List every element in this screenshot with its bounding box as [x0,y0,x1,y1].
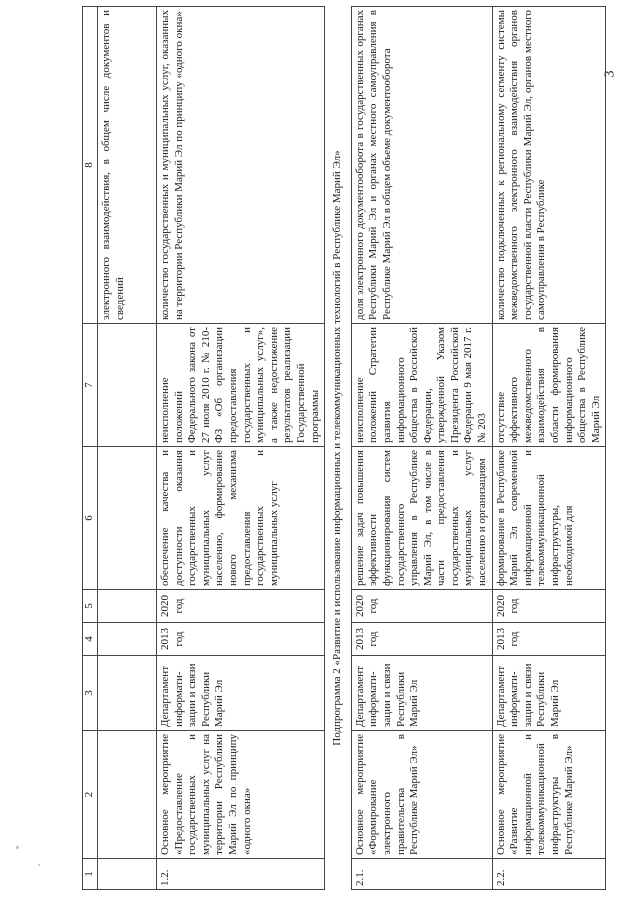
row-number: 1.2. [157,859,325,890]
result-cell: формирование в Республике Марий Эл современной информационной и телекоммуникационной инфраструктуры, необходимой для [492,447,606,590]
result-cell: решение задач повышения эффективности функционирования систем государственного управления в Республике Марий Эл, в том числе в части предоставления государственных и муниципальных услуг населению и организациям [351,447,492,590]
event-cell: Основное мероприятие «Развитие информационной и телекоммуникационной инфраструктуры в Республике Марий Эл» [492,731,606,859]
executor-cell: Департамент информати-зации и связи Республики Марий Эл [351,656,492,731]
start-year-cell: 2013 год [492,623,606,656]
table-row [157,7,325,890]
continuation-row [98,7,157,890]
indicator-cell: количество подключенных к региональному сегменту системы межведомственного электронного взаимодействия органов государственной власти Республики Марий Эл, органов местного самоуправления в Республике [492,7,606,324]
column-number: 8 [83,7,98,324]
scan-speck [16,846,19,849]
subprogram-row [325,7,352,890]
scan-speck [38,864,40,866]
risk-cell: отсутствие эффективного межведомственного взаимодействия в области формирования информационного общества в Республике Марий Эл [492,324,606,447]
end-year-cell: 2020 год [351,590,492,623]
column-number: 6 [83,447,98,590]
subprogram-title: Подпрограмма 2 «Развитие и использование информационных и телекоммуникационных технологий в Республике Марий Эл» [325,7,352,890]
end-year-cell: 2020 год [492,590,606,623]
column-number: 4 [83,623,98,656]
page-number: 3 [602,70,618,78]
continuation-cell: электронного взаимодействия, в общем числе документов и сведений [98,7,157,324]
indicator-cell: количество государственных и муниципальных услуг, оказанных на территории Республики Марий Эл по принципу «одного окна» [157,7,325,324]
start-year-cell: 2013 год [157,623,325,656]
column-number: 1 [83,859,98,890]
result-cell: обеспечение качества и доступности оказания государственных и муниципальных услуг населению, формирование нового механизма предоставления государственных и муниципальных услуг [157,447,325,590]
risk-cell: неисполнение положений Федерального закона от 27 июля 2010 г. № 210-ФЗ «Об организации предоставления государственных и муниципальных услуг», а также недостижение результатов реализации Государственной программы [157,324,325,447]
row-number: 2.1. [351,859,492,890]
executor-cell: Департамент информати-зации и связи Республики Марий Эл [492,656,606,731]
event-cell: Основное мероприятие «Предоставление государственных и муниципальных услуг на территории Республики Марий Эл по принципу «одного окна» [157,731,325,859]
column-number: 7 [83,324,98,447]
event-cell: Основное мероприятие «Формирование электронного правительства в Республике Марий Эл» [351,731,492,859]
row-number: 2.2. [492,859,606,890]
program-table [82,6,606,890]
indicator-cell: доля электронного документооборота в государственных органах Республики Марий Эл и органах местного самоуправления в Республике Марий Эл в общем объеме документооборота [351,7,492,324]
rotated-document-page [82,0,602,890]
risk-cell: неисполнение положений Стратегии развития информационного общества в Российской Федерации, утвержденной Указом Президента Российской Федерации 9 мая 2017 г. № 203 [351,324,492,447]
column-number-row [83,7,98,890]
column-number: 5 [83,590,98,623]
start-year-cell: 2013 год [351,623,492,656]
column-number: 3 [83,656,98,731]
end-year-cell: 2020 год [157,590,325,623]
executor-cell: Департамент информати-зации и связи Республики Марий Эл [157,656,325,731]
column-number: 2 [83,731,98,859]
table-row [351,7,492,890]
table-row [492,7,606,890]
